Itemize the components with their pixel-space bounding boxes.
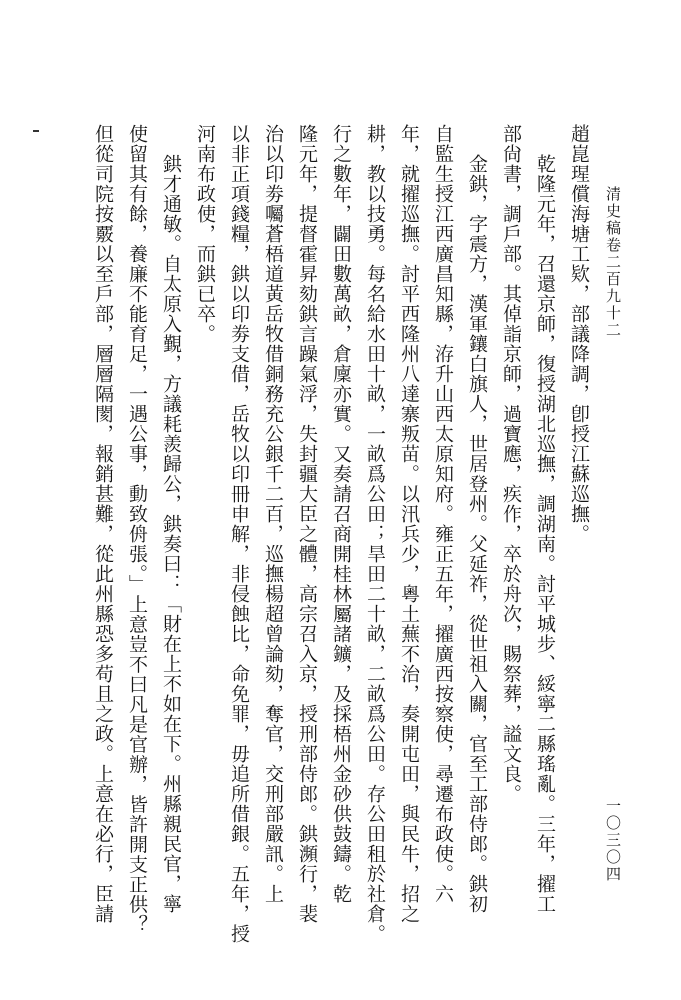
running-header: 清史稿卷二百九十二 [604, 186, 622, 339]
text-column: 鉷才通敏。自太原入覲，方議耗羨歸公，鉷奏曰：「財在上不如在下。州縣親民官，寧 [160, 154, 182, 914]
text-column: 乾隆元年，召還京師，復授湖北巡撫，調湖南。討平城步、綏寧二縣瑤亂。三年，擢工 [534, 154, 556, 914]
text-column: 治以印劵囑蒼梧道黃岳牧借銅務充公銀千二百，巡撫楊超曾論劾，奪官，交刑部嚴訊。上 [262, 124, 284, 904]
text-column: 河南布政使，而鉷已卒。 [194, 124, 216, 344]
text-column: 趙崑瑆償海塘工欵，部議降調，卽授江蘇巡撫。 [568, 124, 590, 544]
text-column: 隆元年，提督霍昇劾鉷言躁氣浮，失封疆大臣之體，高宗召入京，授刑部侍郎。鉷瀕行，裴 [296, 124, 318, 924]
page-number: 一〇三〇四 [604, 798, 622, 883]
text-column: 部尙書，調戶部。其倬詣京師，過寶應，疾作，卒於舟次，賜祭葬，謚文良。 [500, 124, 522, 804]
text-column: 耕，教以技勇。每名給水田十畝，一畝爲公田；旱田二十畝，二畝爲公田。存公田租於社倉。 [364, 124, 386, 944]
scan-mark [33, 130, 39, 132]
text-column: 年，就擢巡撫。討平西隆州八達寨叛苗。以汛兵少，粵土蕪不治，奏開屯田，與民牛，招之 [398, 124, 420, 924]
text-column: 自監生授江西廣昌知縣，洊升山西太原知府。雍正五年，擢廣西按察使，尋遷布政使。六 [432, 124, 454, 904]
text-column: 以非正項錢糧，鉷以印劵支借，岳牧以印冊申解，非侵蝕比，命免罪，毋追所借銀。五年，授 [228, 124, 250, 944]
text-column: 金鉷，字震方，漢軍鑲白旗人，世居登州。父延祚，從世祖入關，官至工部侍郎。鉷初 [466, 154, 488, 914]
text-column: 但從司院按覈以至戶部，層層隔閡，報銷甚難，從此州縣恐多苟且之政。上意在必行，臣請 [92, 124, 114, 924]
text-column: 使留其有餘，養廉不能育足，一遇公事，動致侜張。」上意豈不曰凡是官辦，皆許開支正供？ [126, 124, 148, 935]
text-column: 行之數年，闢田數萬畝，倉廩亦實。又奏請召商開桂林屬諸鑛，及採梧州金砂供鼓鑄。乾 [330, 124, 352, 904]
body-text [80, 124, 592, 954]
